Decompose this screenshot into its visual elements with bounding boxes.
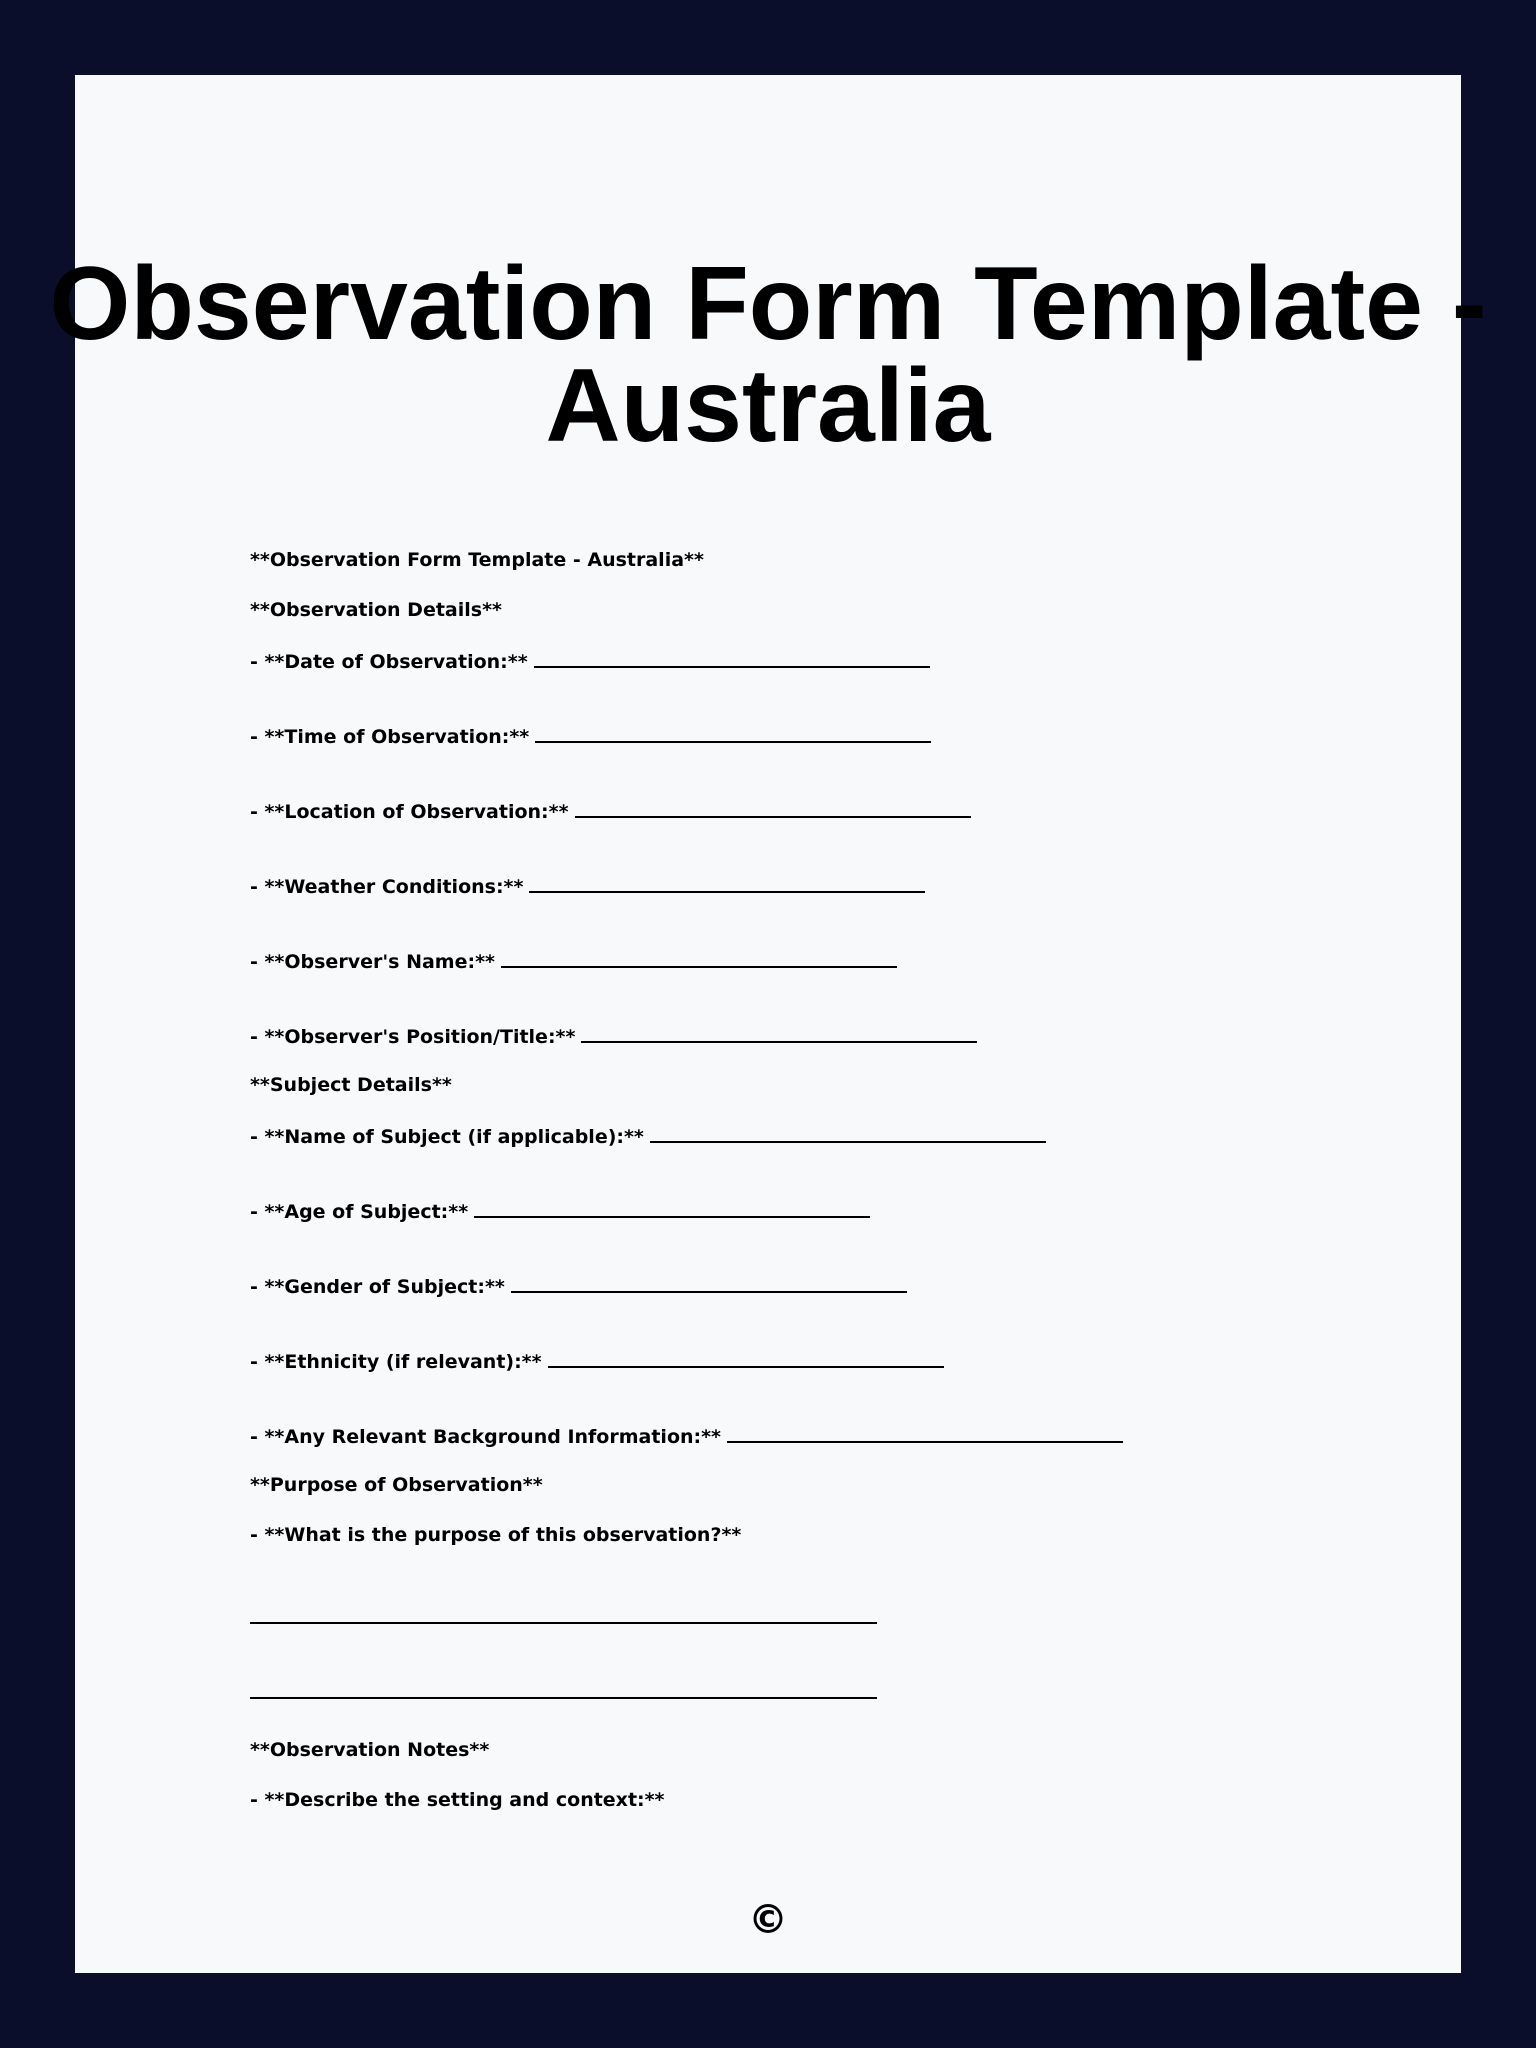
field-blank-line[interactable]	[548, 1348, 944, 1368]
field-blank-line[interactable]	[727, 1423, 1123, 1443]
field-label: - **Date of Observation:**	[250, 651, 528, 673]
field-blank-line[interactable]	[575, 798, 971, 818]
purpose-answer-line-1[interactable]	[250, 1622, 877, 1624]
field-label: - **Name of Subject (if applicable):**	[250, 1126, 644, 1148]
section-heading-subject-details: **Subject Details**	[250, 1074, 452, 1096]
field-age-of-subject[interactable]	[250, 1198, 870, 1224]
notes-question: - **Describe the setting and context:**	[250, 1789, 665, 1811]
field-blank-line[interactable]	[501, 948, 897, 968]
field-label: - **Ethnicity (if relevant):**	[250, 1351, 542, 1373]
field-observer-position[interactable]	[250, 1023, 977, 1049]
purpose-question: - **What is the purpose of this observation?**	[250, 1524, 742, 1546]
field-time-of-observation[interactable]	[250, 723, 931, 749]
field-background-information[interactable]	[250, 1423, 1123, 1449]
field-gender-of-subject[interactable]	[250, 1273, 907, 1299]
field-label: - **Time of Observation:**	[250, 726, 530, 748]
field-label: - **Location of Observation:**	[250, 801, 569, 823]
section-heading-purpose: **Purpose of Observation**	[250, 1474, 543, 1496]
field-blank-line[interactable]	[535, 723, 931, 743]
section-heading-observation-notes: **Observation Notes**	[250, 1739, 490, 1761]
purpose-answer-line-2[interactable]	[250, 1697, 877, 1699]
field-blank-line[interactable]	[534, 648, 930, 668]
field-label: - **Any Relevant Background Information:**	[250, 1426, 721, 1448]
field-blank-line[interactable]	[581, 1023, 977, 1043]
field-ethnicity[interactable]	[250, 1348, 944, 1374]
copyright-icon: ©	[748, 1897, 788, 1943]
page-title-line1: Observation Form Template -	[49, 246, 1487, 362]
document-page	[49, 75, 1487, 1973]
field-label: - **Weather Conditions:**	[250, 876, 524, 898]
field-blank-line[interactable]	[650, 1123, 1046, 1143]
field-label: - **Observer's Position/Title:**	[250, 1026, 576, 1048]
field-label: - **Gender of Subject:**	[250, 1276, 505, 1298]
field-weather-conditions[interactable]	[250, 873, 925, 899]
field-observer-name[interactable]	[250, 948, 897, 974]
page-title-line2: Australia	[545, 348, 991, 464]
form-heading: **Observation Form Template - Australia**	[250, 549, 704, 571]
section-heading-observation-details: **Observation Details**	[250, 599, 502, 621]
field-label: - **Age of Subject:**	[250, 1201, 469, 1223]
field-blank-line[interactable]	[474, 1198, 870, 1218]
field-blank-line[interactable]	[529, 873, 925, 893]
field-label: - **Observer's Name:**	[250, 951, 495, 973]
field-date-of-observation[interactable]	[250, 648, 930, 674]
field-blank-line[interactable]	[511, 1273, 907, 1293]
field-location-of-observation[interactable]	[250, 798, 971, 824]
field-name-of-subject[interactable]	[250, 1123, 1046, 1149]
page-title	[45, 246, 1491, 464]
